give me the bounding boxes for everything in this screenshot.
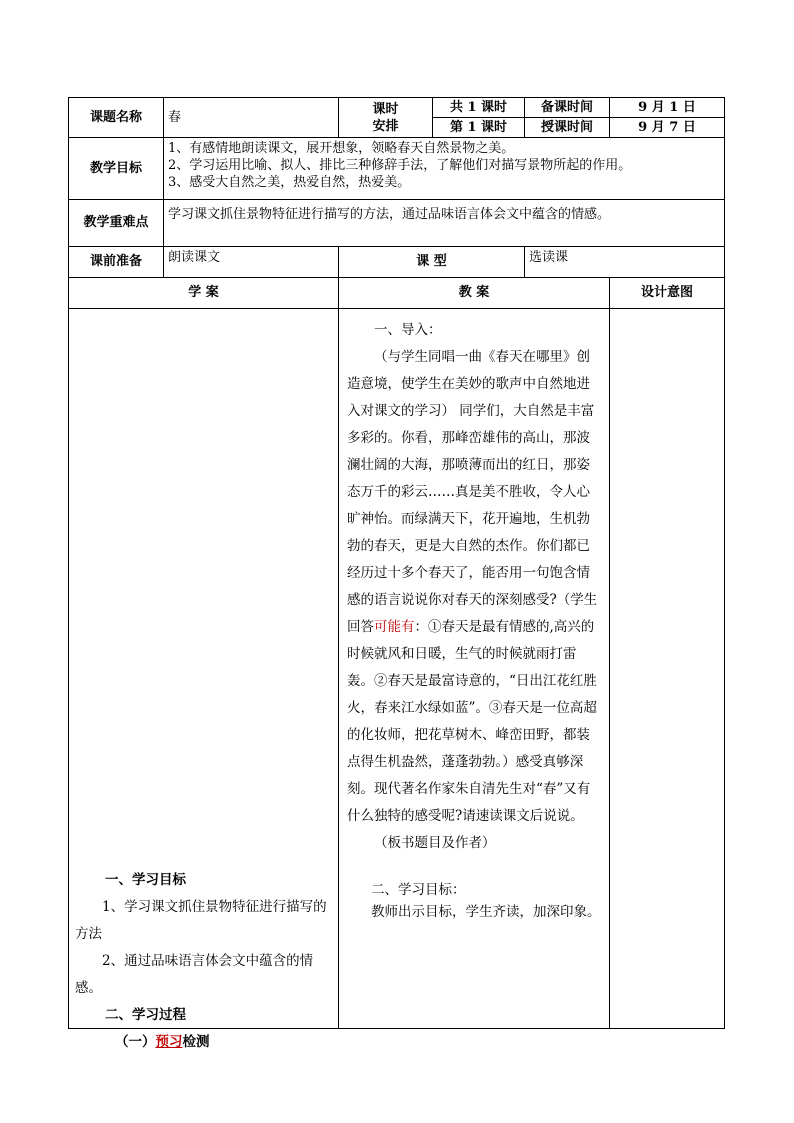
study-plan-column — [69, 309, 339, 1050]
study-sub1-rest: 检测 — [182, 1034, 210, 1050]
design-intent-column — [610, 309, 725, 1029]
teach-plan-column — [339, 309, 610, 1029]
goal-item: 3、感受大自然之美，热爱自然，热爱美。 — [168, 175, 411, 190]
prep-label: 课前准备 — [69, 247, 164, 278]
hours-label-cell — [339, 98, 433, 138]
lesson-plan-table — [68, 97, 725, 1050]
teach-section1-title: 一、导入： — [374, 322, 442, 338]
key-points-row — [69, 200, 725, 247]
goals-list — [164, 138, 725, 200]
hours-label-line1: 课时 — [372, 101, 399, 117]
key-points-label: 教学重难点 — [69, 200, 164, 247]
plan-header-row — [69, 278, 725, 309]
teach-intro-text-rest: ：①春天是最有情感的,高兴的时候就风和日暖，生气的时候就雨打雷轰。②春天是最富诗意的，“日出江花红胜火，春来江水绿如蓝”。③春天是一位高超的化妆师，把花草树木、峰峦田野，都装点得生机盎然，蓬蓬勃勃。）感受真够深刻。现代著名作家朱自清先生对“春”又有什么独特的感受呢?请速读课文后说说。 — [347, 619, 597, 824]
study-sub1-highlight: 预习 — [155, 1034, 183, 1050]
teach-intro-highlight: 可能有 — [374, 619, 415, 635]
study-plan-content — [69, 867, 338, 1056]
teach-board-note: （板书题目及作者） — [374, 835, 496, 851]
prep-time-label: 备课时间 — [525, 98, 610, 118]
teach-time-label: 授课时间 — [525, 118, 610, 138]
teach-section2-text: 教师出示目标，学生齐读，加深印象。 — [371, 904, 601, 920]
teach-section2-title: 二、学习目标： — [371, 882, 466, 898]
plan-body-row — [69, 309, 725, 1029]
study-plan-header: 学 案 — [69, 278, 339, 309]
prep-value: 朗读课文 — [164, 247, 339, 278]
study-subsection-1 — [75, 1029, 332, 1056]
topic-label: 课题名称 — [69, 98, 164, 138]
info-row-1 — [69, 98, 725, 118]
key-points-text: 学习课文抓住景物特征进行描写的方法，通过品味语言体会文中蕴含的情感。 — [164, 200, 725, 247]
study-section1-title: 一、学习目标 — [105, 872, 186, 888]
goal-item: 2、学习运用比喻、拟人、排比三种修辞手法，了解他们对描写景物所起的作用。 — [168, 158, 632, 173]
study-goal-1: 1、学习课文抓住景物特征进行描写的方法 — [75, 899, 327, 942]
design-intent-header: 设计意图 — [610, 278, 725, 309]
spacer — [347, 857, 603, 879]
study-sub1-prefix: （一） — [115, 1034, 156, 1050]
prep-row — [69, 247, 725, 278]
goals-label: 教学目标 — [69, 138, 164, 200]
study-section2-title: 二、学习过程 — [105, 1007, 186, 1023]
study-goal-2: 2、通过品味语言体会文中蕴含的情感。 — [75, 953, 314, 996]
prep-date: 9 月 1 日 — [610, 98, 725, 118]
type-label: 课 型 — [339, 247, 525, 278]
teach-date: 9 月 7 日 — [610, 118, 725, 138]
hours-label-line2: 安排 — [372, 118, 399, 134]
current-hour: 第 1 课时 — [433, 118, 525, 138]
goals-row — [69, 138, 725, 200]
teach-section2 — [347, 879, 603, 923]
topic-value: 春 — [164, 98, 339, 138]
type-value: 选读课 — [525, 247, 725, 278]
total-hours: 共 1 课时 — [433, 98, 525, 118]
goal-item: 1、有感情地朗读课文，展开想象，领略春天自然景物之美。 — [168, 141, 515, 156]
teach-intro — [347, 317, 603, 857]
teach-plan-header: 教 案 — [339, 278, 610, 309]
teach-intro-text: （与学生同唱一曲《春天在哪里》创造意境，使学生在美妙的歌声中自然地进入对课文的学习） 同学们，大自然是丰富多彩的。你看，那峰峦雄伟的高山，那波澜壮阔的大海，那喷薄而出的红日，那姿态万千的彩云……真是美不胜收，令人心旷神怡。而绿满天下，花开遍地，生机勃勃的春天，更是大自然的杰作。你们都已经历过十多个春天了，能否用一句饱含情感的语言说说你对春天的深刻感受?（学生回答 — [347, 349, 598, 635]
teach-intro-paragraph — [347, 344, 603, 830]
